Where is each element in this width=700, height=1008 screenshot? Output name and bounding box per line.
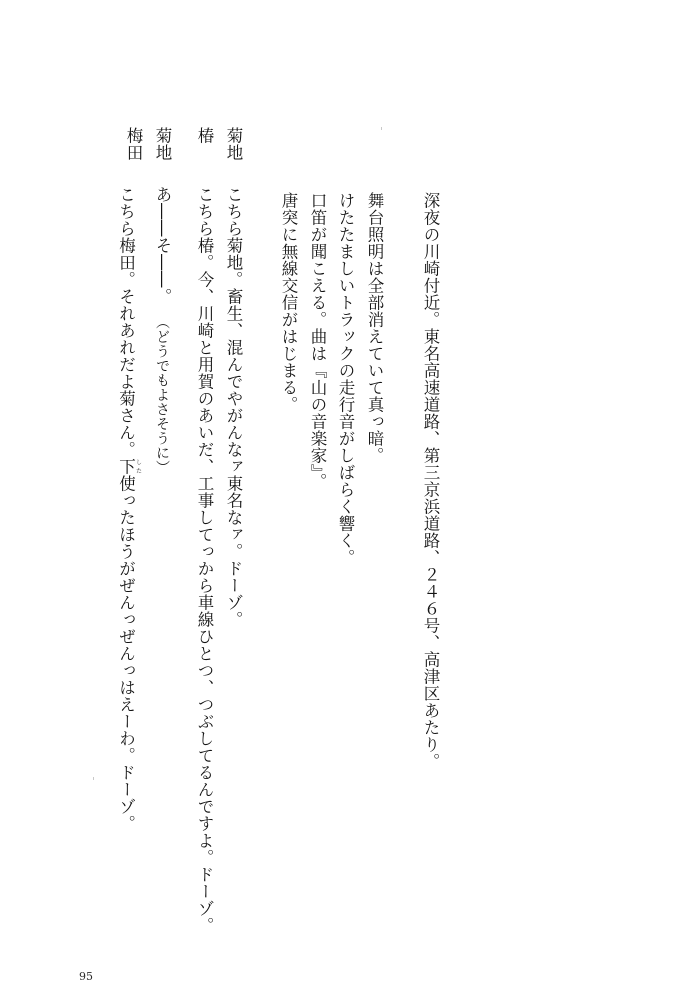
dialogue-line <box>150 186 170 475</box>
stage-direction: 唐突に無線交信がはじまる。 <box>279 192 298 413</box>
stage-direction: 口笛が聞こえる。曲は『山の音楽家』。 <box>308 192 327 490</box>
stage-direction: 深夜の川崎付近。東名高速道路、第三京浜道路、２４６号、高津区あたり。 <box>421 192 440 770</box>
scan-speck <box>381 127 382 130</box>
stage-direction: けたたましいトラックの走行音がしばらく響く。 <box>336 192 355 566</box>
ruby-word <box>116 458 142 475</box>
speaker-name: 椿 <box>195 127 214 144</box>
dialogue-line: こちら菊地。畜生、混んでやがんなァ東名なァ。ドーゾ。 <box>224 186 243 628</box>
page-number: 95 <box>79 970 93 983</box>
speaker-name: 菊地 <box>224 127 243 161</box>
speaker-name: 梅田 <box>124 127 143 161</box>
stage-direction: 舞台照明は全部消えていて真っ暗。 <box>365 192 384 464</box>
dialogue-text: こちら梅田。それあれだよ菊さん。 <box>116 186 136 458</box>
ruby-reading: した <box>134 458 142 475</box>
dialogue-line: こちら椿。今、川崎と用賀のあいだ、工事してっから車線ひとつ、つぶしてるんですよ。ドーゾ。 <box>195 186 214 934</box>
stage-aside: （どうでもよさそうに） <box>154 315 170 475</box>
dialogue-text: 使ったほうがぜんっぜんっはえーわ。ドーゾ。 <box>116 475 136 832</box>
scan-speck <box>93 777 94 780</box>
dialogue-text: あ――そ――。 <box>153 186 172 305</box>
speaker-name: 菊地 <box>153 127 172 161</box>
ruby-base: 下 <box>116 458 136 475</box>
dialogue-line <box>116 186 142 832</box>
